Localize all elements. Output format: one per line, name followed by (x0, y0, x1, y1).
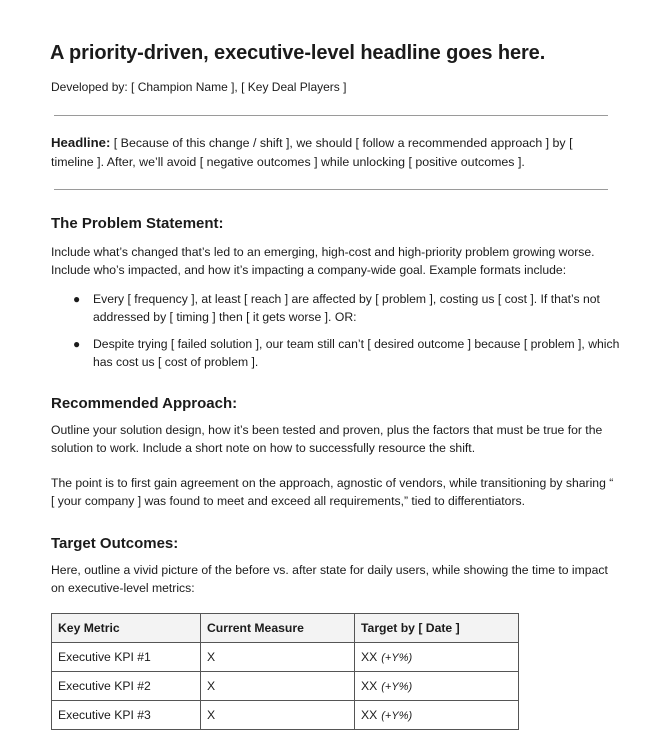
target-delta: (+Y%) (381, 681, 413, 693)
document-title: A priority-driven, executive-level headline goes here. (50, 42, 546, 64)
problem-heading: The Problem Statement: (51, 215, 224, 232)
bullet-icon: ● (73, 337, 81, 351)
target-value: XX (361, 679, 378, 693)
divider-bottom (54, 189, 608, 190)
list-item (51, 335, 621, 371)
metric-cell: Executive KPI #3 (52, 701, 201, 730)
metric-cell: Executive KPI #2 (52, 672, 201, 701)
target-delta: (+Y%) (381, 652, 413, 664)
bullet-text: Every [ frequency ], at least [ reach ] are affected by [ problem ], costing us [ cost ]. If that’s not addressed by [ timing ] then [ it gets worse ]. OR: (93, 292, 600, 324)
outcomes-intro: Here, outline a vivid picture of the before vs. after state for daily users, while showing the time to impact on executive-level metrics: (51, 563, 608, 595)
problem-intro: Include what’s changed that’s led to an emerging, high-cost and high-priority problem growing worse. Include who’s impacted, and how it’s impacting a company-wide goal. Example formats include: (51, 245, 595, 277)
metric-cell: Executive KPI #1 (52, 643, 201, 672)
approach-paragraph-1: Outline your solution design, how it’s been tested and proven, plus the factors that must be true for the solution to work. Include a short note on how to successfully resource the shift. (51, 423, 603, 455)
target-delta: (+Y%) (381, 710, 413, 722)
column-header-target: Target by [ Date ] (355, 614, 519, 643)
column-header-current-measure: Current Measure (201, 614, 355, 643)
target-value: XX (361, 650, 378, 664)
byline: Developed by: [ Champion Name ], [ Key Deal Players ] (51, 80, 347, 94)
list-item (51, 290, 621, 326)
approach-paragraph-2: The point is to first gain agreement on the approach, agnostic of vendors, while transitioning by sharing “ [ your company ] was found to meet and exceed all requirements,” tied to differentiators. (51, 476, 614, 508)
table-header-row (52, 614, 519, 643)
current-cell: X (201, 701, 355, 730)
bullet-text: Despite trying [ failed solution ], our team still can’t [ desired outcome ] because [ problem ], which has cost us [ cost of problem ]. (93, 337, 620, 369)
target-cell (355, 643, 519, 672)
current-cell: X (201, 643, 355, 672)
column-header-key-metric: Key Metric (52, 614, 201, 643)
headline-block (51, 134, 611, 171)
bullet-icon: ● (73, 292, 81, 306)
problem-bullet-list (51, 290, 621, 380)
approach-heading: Recommended Approach: (51, 395, 238, 412)
target-cell (355, 701, 519, 730)
target-cell (355, 672, 519, 701)
kpi-table (51, 613, 519, 730)
table-row (52, 672, 519, 701)
current-cell: X (201, 672, 355, 701)
divider-top (54, 115, 608, 116)
table-row (52, 643, 519, 672)
outcomes-heading: Target Outcomes: (51, 535, 179, 552)
headline-text: [ Because of this change / shift ], we should [ follow a recommended approach ] by [ timeline ]. After, we’ll avoid [ negative outcomes ] while unlocking [ positive outcomes ]. (51, 136, 573, 169)
target-value: XX (361, 708, 378, 722)
table-row (52, 701, 519, 730)
headline-label: Headline: (51, 135, 111, 150)
